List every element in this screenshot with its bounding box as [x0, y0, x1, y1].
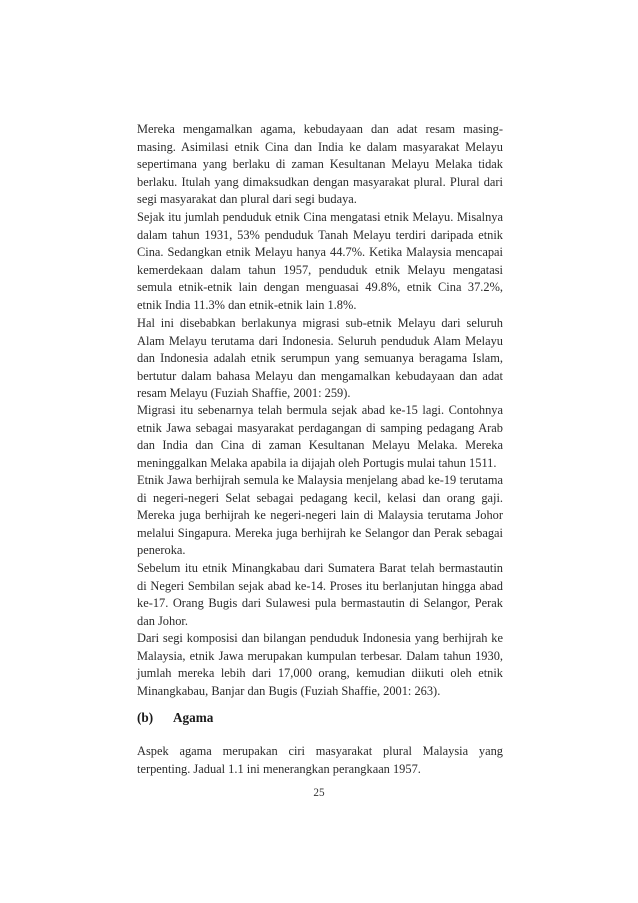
paragraph-religion: Aspek agama merupakan ciri masyarakat plural Malaysia yang terpenting. Jadual 1.1 ini menerangkan perangkaan 1957.: [137, 744, 503, 776]
page-number: 25: [313, 787, 325, 799]
section-label: (b): [137, 710, 154, 725]
paragraph-migration-history: Migrasi itu sebenarnya telah bermula sejak abad ke-15 lagi. Contohnya etnik Jawa sebagai masyarakat perdagangan di samping pedagang Arab dan India dan Cina di zaman Kesultanan Melayu Melaka. Mereka meninggalkan Melaka apabila ia dijajah oleh Portugis mulai tahun 1511.: [137, 403, 503, 470]
paragraph-migration-cause: Hal ini disebabkan berlakunya migrasi sub-etnik Melayu dari seluruh Alam Melayu terutama dari Indonesia. Seluruh penduduk Alam Melayu dan Indonesia adalah etnik serumpun yang semuanya beragama Islam, bertutur dalam bahasa Melayu dan mengamalkan kebudayaan dan adat resam Melayu (Fuziah Shaffie, 2001: 259).: [137, 316, 503, 401]
paragraph-javanese-migration: Etnik Jawa berhijrah semula ke Malaysia menjelang abad ke-19 terutama di negeri-negeri Selat sebagai pedagang kecil, kelasi dan orang gaji. Mereka juga berhijrah ke negeri-negeri lain di Malaysia terutama Johor melalui Singapura. Mereka juga berhijrah ke Selangor dan Perak sebagai peneroka.: [137, 473, 503, 558]
section-title: Agama: [173, 710, 214, 725]
paragraph-pluralism: Mereka mengamalkan agama, kebudayaan dan adat resam masing-masing. Asimilasi etnik Cina dan India ke dalam masyarakat Melayu sepertimana yang berlaku di zaman Kesultanan Melayu Melaka tidak berlaku. Itulah yang dimaksudkan dengan masyarakat plural. Plural dari segi masyarakat dan plural dari segi budaya.: [137, 122, 503, 207]
paragraph-minangkabau-bugis: Sebelum itu etnik Minangkabau dari Sumatera Barat telah bermastautin di Negeri Sembilan sejak abad ke-14. Proses itu berlanjutan hingga abad ke-17. Orang Bugis dari Sulawesi pula bermastautin di Selangor, Perak dan Johor.: [137, 561, 503, 628]
paragraph-composition: Dari segi komposisi dan bilangan penduduk Indonesia yang berhijrah ke Malaysia, etnik Jawa merupakan kumpulan terbesar. Dalam tahun 1930, jumlah mereka lebih dari 17,000 orang, kemudian diikuti oleh etnik Minangkabau, Banjar dan Bugis (Fuziah Shaffie, 2001: 263).: [137, 631, 503, 698]
section-heading: [137, 710, 213, 726]
paragraph-population-statistics: Sejak itu jumlah penduduk etnik Cina mengatasi etnik Melayu. Misalnya dalam tahun 1931, 53% penduduk Tanah Melayu terdiri daripada etnik Cina. Sedangkan etnik Melayu hanya 44.7%. Ketika Malaysia mencapai kemerdekaan dalam tahun 1957, penduduk etnik Melayu mengatasi semula etnik-etnik lain dengan menguasai 49.8%, etnik Cina 37.2%, etnik India 11.3% dan etnik-etnik lain 1.8%.: [137, 210, 503, 312]
